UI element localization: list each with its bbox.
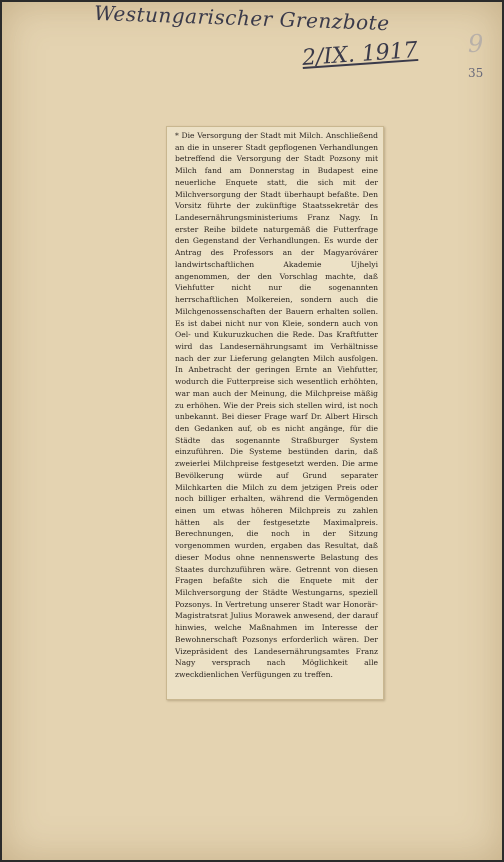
- handwritten-newspaper-title: Westungarischer Grenzbote: [93, 0, 390, 36]
- article-text: * Die Versorgung der Stadt mit Milch. Anschließend an die in unserer Stadt gepflogenen Verhandlungen betreffend die Versorgung der Stadt Pozsony mit Milch fand am Donnerstag in Budapest eine neuerliche Enquete statt, die sich mit der Milchversorgung der Stadt überhaupt befaßte. Den Vorsitz führte der zukünftige Staatssekretär des Landesernährungsministeriums Franz Nagy. In erster Reihe bildete naturgemäß die Futterfrage den Gegenstand der Verhandlungen. Es wurde der Antrag des Professors an der Magyaróvárer landwirtschaftlichen Akademie Ujhelyi angenommen, der den Vorschlag machte, daß Viehfutter nicht nur die sogenannten herrschaftlichen Molkereien, sondern auch die Milchgenossenschaften der Bauern erhalten sollen. Es ist dabei nicht nur von Kleie, sondern auch von Oel- und Kukuruzkuchen die Rede. Das Kraftfutter wird das Landesernährungsamt im Verhältnisse nach der zur Lieferung gelangten Milch ausfolgen. In Anbetracht der geringen Ernte an Viehfutter, wodurch die Futterpreise sich wesentlich erhöhten, war man auch der Meinung, die Milchpreise mäßig zu erhöhen. Wie der Preis sich stellen wird, ist noch unbekannt. Bei dieser Frage warf Dr. Albert Hirsch den Gedanken auf, ob es nicht angänge, für die Städte das sogenannte Straßburger System einzuführen. Die Systeme bestünden darin, daß zweierlei Milchpreise festgesetzt werden. Die arme Bevölkerung würde auf Grund separater Milchkarten die Milch zu dem jetzigen Preis oder noch billiger erhalten, während die Vermögenden einen um etwas höheren Milchpreis zu zahlen hätten als der festgesetzte Maximalpreis. Berechnungen, die noch in der Sitzung vorgenommen wurden, ergaben das Resultat, daß dieser Modus ohne nennenswerte Belastung des Staates durchzuführen wäre. Getrennt von diesen Fragen befaßte sich die Enquete mit der Milchversorgung der Städte Westungarns, speziell Pozsonys. In Vertretung unserer Stadt war Honorär-Magistratsrat Julius Morawek anwesend, der darauf hinwies, welche Maßnahmen im Interesse der Bewohnerschaft Pozsonys erforderlich wären. Der Vizepräsident des Landesernährungsamtes Franz Nagy versprach nach Möglichkeit alle zweckdienlichen Verfügungen zu treffen.: [175, 131, 378, 680]
- archive-number: 9: [468, 30, 484, 58]
- newspaper-clipping: [166, 126, 384, 700]
- archive-sheet: [2, 2, 502, 860]
- page-number: 35: [468, 66, 484, 80]
- handwritten-date: 2/IX. 1917: [301, 37, 419, 72]
